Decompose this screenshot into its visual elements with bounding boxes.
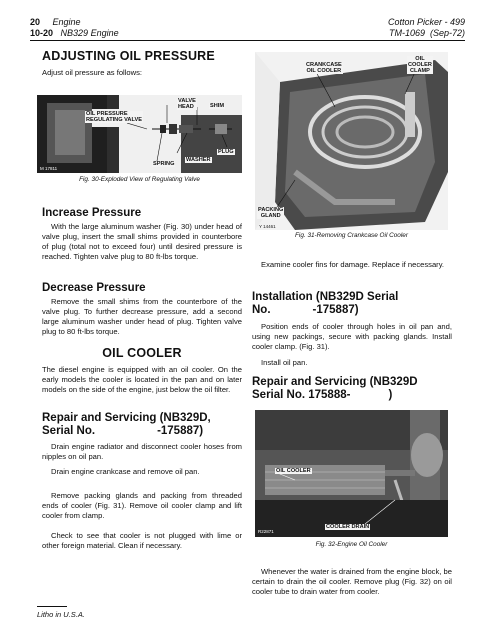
fig30-caption: Fig. 30-Exploded View of Regulating Valve [79,176,200,183]
installation-heading [252,291,457,317]
section-title: Engine [52,17,81,27]
fig30-photo [37,95,242,173]
oil-cooler-text: The diesel engine is equipped with an oil cooler. On the early models the cooler is located in the pan and on later models on the side of the engine, just below the oil filter. [42,365,242,394]
repair-servicing-heading-2-line1: Repair and Servicing (NB329D [252,376,418,388]
repair-servicing-heading-2-serial: Serial No. 175888- [252,389,351,401]
fig32-label-cooler-drain: COOLER DRAIN [326,524,370,530]
fig32-caption: Fig. 32-Engine Oil Cooler [315,541,388,548]
fig31-label-packing-gland: PACKING GLAND [258,207,284,219]
adjusting-oil-pressure-heading: ADJUSTING OIL PRESSURE [42,49,215,63]
fig30-label-washer: WASHER [186,157,211,163]
fig32-code: R22871 [258,529,274,534]
repair-servicing-heading-2-close: ) [388,389,393,401]
fig30-label-shim: SHIM [210,103,224,109]
installation-heading-serial: No. [252,304,271,316]
fig30-label-regulating-valve: OIL PRESSURE REGULATING VALVE [86,111,142,123]
fig30-label-valve-head: VALVE HEAD [178,98,196,110]
repair-servicing-heading-1-serial: Serial No. [42,425,96,437]
fig30-code: M 17811 [40,166,58,171]
installation-text: Position ends of cooler through holes in oil pan and, using new packings, secure with packing glands. Install cooler clamp. (Fig. 31). [252,322,452,351]
repair-step-drain-radiator: Drain engine radiator and disconnect cooler hoses from nipples on oil pan. [42,442,242,461]
decrease-pressure-heading: Decrease Pressure [42,282,146,294]
repair-servicing-heading-2 [252,376,457,402]
repair-servicing-heading-2-line2 [252,389,457,402]
repair-servicing-heading-1-line1: Repair and Servicing (NB329D, [42,412,211,424]
fig31-label-cooler-clamp: OIL COOLER CLAMP [408,56,432,74]
footer-rule [37,606,67,607]
repair-step-remove-packing: Remove packing glands and packing from threaded ends of cooler (Fig. 31). Remove oil cooler clamp and lift cooler from clamp. [42,491,242,520]
oil-cooler-heading: OIL COOLER [102,346,182,360]
fig32-photo [255,410,448,537]
page-header-right [305,17,465,39]
footer-litho: Litho in U.S.A. [37,610,85,619]
fig32-label-oil-cooler: OIL COOLER [276,468,311,474]
fig30-label-spring: SPRING [153,161,175,167]
fig31-photo [255,52,448,230]
subsection-number: 10-20 [30,28,54,38]
drain-oil-cooler-text: Whenever the water is drained from the engine block, be certain to drain the oil cooler. Remove plug (Fig. 32) on oil cooler tube to drain water from cooler. [252,567,452,596]
increase-pressure-heading: Increase Pressure [42,207,142,219]
fig31-code: Y 14461 [259,224,276,229]
installation-heading-line2 [252,304,457,317]
adjust-intro: Adjust oil pressure as follows: [42,68,143,77]
repair-servicing-heading-1-line2 [42,425,247,438]
fig30-label-plug: PLUG [218,149,234,155]
subsection-title: NB329 Engine [60,28,119,38]
repair-step-check-cooler: Check to see that cooler is not plugged with lime or other foreign material. Clean if necessary. [42,531,242,550]
installation-heading-line1: Installation (NB329D Serial [252,291,399,303]
repair-servicing-heading-1-range: -175887) [157,425,204,437]
fig31-caption: Fig. 31-Removing Crankcase Oil Cooler [295,232,408,239]
install-oil-pan-text: Install oil pan. [261,358,308,367]
manual-number: TM-1069 [388,28,425,38]
decrease-pressure-text: Remove the small shims from the counterbore of the valve plug. To further decrease pressure, add a second large aluminum washer under head of plug. Tighten valve plug to 80 ft-lbs torque. [42,297,242,336]
manual-date: (Sep-72) [429,28,465,38]
page-header-left [30,17,210,39]
page-number: 20 [30,17,41,27]
fig31-label-crankcase-oil-cooler: CRANKCASE OIL COOLER [306,62,342,74]
examine-fins-text: Examine cooler fins for damage. Replace if necessary. [261,260,445,269]
product-title: Cotton Picker - 499 [387,17,465,27]
fig31-illustration [255,52,448,230]
repair-servicing-heading-1 [42,412,247,438]
increase-pressure-text: With the large aluminum washer (Fig. 30) under head of valve plug, insert the small shims provided in counterbore of plug (total not to exceed four) until desired pressure is reached. Tighten valve plug to 80 ft-lbs torque. [42,222,242,261]
repair-step-drain-crankcase: Drain engine crankcase and remove oil pan. [51,467,200,476]
installation-heading-range: -175887) [312,304,359,316]
header-rule [30,40,465,41]
